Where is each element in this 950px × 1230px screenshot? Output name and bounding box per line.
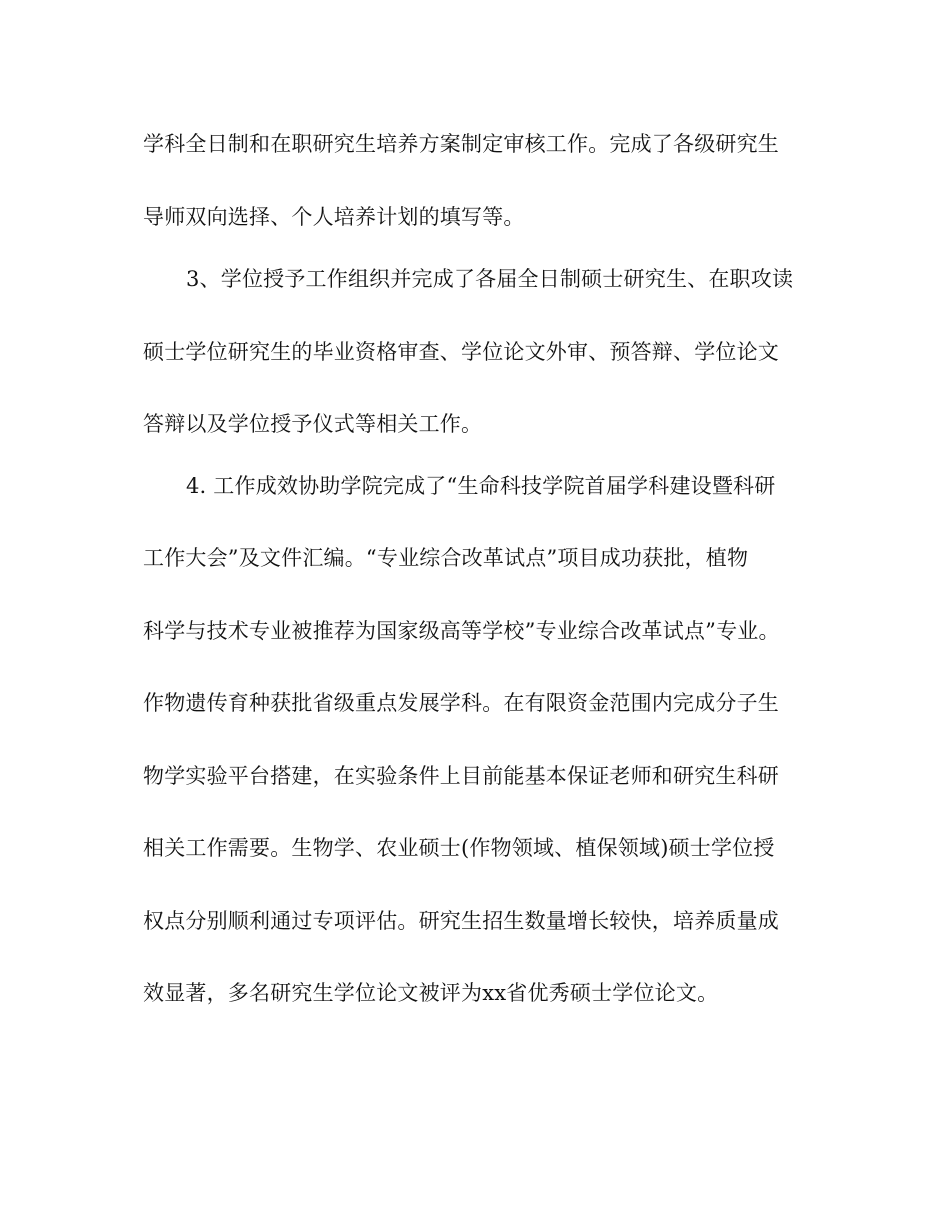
paragraph-line: 权点分别顺利通过专项评估。研究生招生数量增长较快，培养质量成	[143, 909, 779, 933]
paragraph-line: 4. 工作成效协助学院完成了“生命科技学院首届学科建设暨科研	[186, 474, 776, 498]
paragraph-line: 作物遗传育种获批省级重点发展学科。在有限资金范围内完成分子生	[143, 691, 779, 715]
paragraph-line: 答辩以及学位授予仪式等相关工作。	[143, 412, 483, 436]
paragraph-line: 效显著，多名研究生学位论文被评为xx省优秀硕士学位论文。	[143, 981, 719, 1005]
paragraph-line: 导师双向选择、个人培养计划的填写等。	[143, 205, 525, 229]
paragraph-line: 硕士学位研究生的毕业资格审查、学位论文外审、预答辩、学位论文	[143, 340, 779, 364]
paragraph-line: 科学与技术专业被推荐为国家级高等学校”专业综合改革试点”专业。	[143, 619, 780, 643]
paragraph-line: 3、学位授予工作组织并完成了各届全日制硕士研究生、在职攻读	[186, 267, 794, 291]
paragraph-line: 工作大会”及文件汇编。“专业综合改革试点”项目成功获批，植物	[143, 546, 749, 570]
paragraph-line: 学科全日制和在职研究生培养方案制定审核工作。完成了各级研究生	[143, 132, 779, 156]
paragraph-line: 相关工作需要。生物学、农业硕士(作物领域、植保领域)硕士学位授	[143, 836, 775, 860]
paragraph-line: 物学实验平台搭建，在实验条件上目前能基本保证老师和研究生科研	[143, 764, 779, 788]
